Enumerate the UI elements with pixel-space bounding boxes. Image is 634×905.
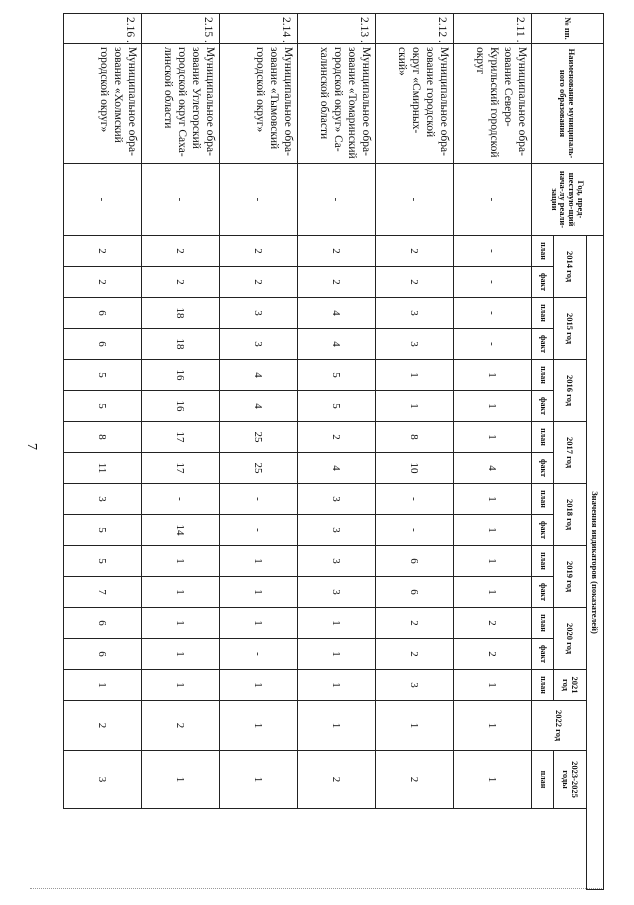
table-row (454, 14, 532, 890)
value-cell: 4 (220, 391, 298, 422)
row-number: 2.15 . (142, 14, 220, 44)
value-cell: 4 (298, 329, 376, 360)
value-cell: 3 (220, 329, 298, 360)
base-year-value: - (376, 164, 454, 236)
header-2017: 2017 год (554, 422, 587, 484)
value-cell: 3 (64, 484, 142, 515)
value-cell: 1 (376, 360, 454, 391)
value-cell: - (454, 298, 532, 329)
value-cell: 17 (142, 422, 220, 453)
municipality-name: Муниципальное обра-зование Северо-Курильский городской округ (454, 44, 532, 164)
value-cell: 1 (220, 751, 298, 809)
value-cell: 1 (298, 701, 376, 751)
value-cell: 4 (220, 360, 298, 391)
value-cell: 1 (220, 608, 298, 639)
header-2018: 2018 год (554, 484, 587, 546)
value-cell: 4 (298, 453, 376, 484)
value-cell: 2 (298, 236, 376, 267)
header-2014: 2014 год (554, 236, 587, 298)
value-cell: 1 (454, 701, 532, 751)
header-fact: факт (532, 577, 554, 608)
value-cell: 2 (142, 267, 220, 298)
value-cell: 2 (376, 267, 454, 298)
header-name: Наименование муниципаль-ного образования (532, 44, 604, 164)
value-cell: 1 (142, 608, 220, 639)
value-cell: 16 (142, 360, 220, 391)
header-year: Год, пред-шествую-щий нача-лу реали-зации (532, 164, 604, 236)
header-fact: факт (532, 391, 554, 422)
value-cell: 17 (142, 453, 220, 484)
header-2020: 2020 год (554, 608, 587, 670)
header-fact: факт (532, 329, 554, 360)
header-fact: факт (532, 267, 554, 298)
value-cell: 1 (142, 639, 220, 670)
value-cell: 2 (220, 267, 298, 298)
value-cell: 1 (454, 546, 532, 577)
row-number: 2.12 . (376, 14, 454, 44)
header-plan: план (532, 670, 554, 701)
value-cell: 6 (64, 329, 142, 360)
header-plan: план (532, 236, 554, 267)
value-cell: 5 (64, 515, 142, 546)
value-cell: 1 (142, 546, 220, 577)
value-cell: 1 (454, 484, 532, 515)
value-cell: 1 (454, 422, 532, 453)
value-cell: 1 (142, 577, 220, 608)
page-number: 7 (24, 443, 39, 450)
header-plan: план (532, 422, 554, 453)
value-cell: 1 (454, 515, 532, 546)
value-cell: 2 (64, 701, 142, 751)
value-cell: 8 (64, 422, 142, 453)
value-cell: 1 (142, 670, 220, 701)
value-cell: 14 (142, 515, 220, 546)
value-cell: 18 (142, 298, 220, 329)
municipality-name: Муниципальное обра-зование городской округ «Смирных-ский» (376, 44, 454, 164)
value-cell: 6 (64, 608, 142, 639)
value-cell: 5 (64, 391, 142, 422)
header-fact: факт (532, 639, 554, 670)
header-fact: факт (532, 515, 554, 546)
base-year-value: - (142, 164, 220, 236)
municipality-name: Муниципальное обра-зование «Холмский городской округ» (64, 44, 142, 164)
municipality-name: Муниципальное обра-зование «Томаринский городской округ» Са-халинской области (298, 44, 376, 164)
value-cell: 25 (220, 422, 298, 453)
value-cell: 2 (376, 236, 454, 267)
value-cell: 7 (64, 577, 142, 608)
value-cell: - (220, 484, 298, 515)
value-cell: 6 (64, 639, 142, 670)
value-cell: 1 (64, 670, 142, 701)
value-cell: - (454, 329, 532, 360)
value-cell: 2 (298, 267, 376, 298)
value-cell: 2 (298, 422, 376, 453)
value-cell: 2 (376, 608, 454, 639)
header-2019: 2019 год (554, 546, 587, 608)
value-cell: - (454, 236, 532, 267)
value-cell: 2 (298, 751, 376, 809)
value-cell: 8 (376, 422, 454, 453)
header-plan: план (532, 484, 554, 515)
value-cell: 6 (64, 298, 142, 329)
header-2021: 2021 год (554, 670, 587, 701)
value-cell: 2 (64, 267, 142, 298)
value-cell: 1 (454, 360, 532, 391)
value-cell: 1 (298, 670, 376, 701)
table-row (298, 14, 376, 890)
value-cell: 1 (298, 608, 376, 639)
table-row (376, 14, 454, 890)
indicators-table (63, 13, 604, 890)
header-2023-2025: 2023-2025 годы (554, 751, 587, 809)
scan-edge-line (30, 888, 602, 889)
value-cell: 3 (376, 298, 454, 329)
table-row (220, 14, 298, 890)
value-cell: - (220, 515, 298, 546)
value-cell: - (142, 484, 220, 515)
municipality-name: Муниципальное обра-зование «Тымовский городской округ» (220, 44, 298, 164)
value-cell: 5 (64, 360, 142, 391)
header-no: № пп. (532, 14, 604, 44)
value-cell: 2 (142, 701, 220, 751)
value-cell: 5 (298, 360, 376, 391)
value-cell: 4 (454, 453, 532, 484)
header-2016: 2016 год (554, 360, 587, 422)
value-cell: 1 (220, 670, 298, 701)
value-cell: 5 (298, 391, 376, 422)
value-cell: 18 (142, 329, 220, 360)
value-cell: 2 (142, 236, 220, 267)
header-plan: план (532, 546, 554, 577)
value-cell: - (454, 267, 532, 298)
row-number: 2.11 . (454, 14, 532, 44)
value-cell: 1 (220, 577, 298, 608)
table-row (64, 14, 142, 890)
value-cell: 3 (298, 515, 376, 546)
value-cell: 1 (454, 670, 532, 701)
header-2015: 2015 год (554, 298, 587, 360)
value-cell: 1 (220, 546, 298, 577)
value-cell: 4 (298, 298, 376, 329)
value-cell: - (376, 515, 454, 546)
value-cell: 2 (220, 236, 298, 267)
value-cell: 3 (64, 751, 142, 809)
row-number: 2.13 . (298, 14, 376, 44)
row-number: 2.14 . (220, 14, 298, 44)
value-cell: 5 (64, 546, 142, 577)
value-cell: 2 (64, 236, 142, 267)
value-cell: 1 (376, 701, 454, 751)
value-cell: 2 (454, 639, 532, 670)
value-cell: 16 (142, 391, 220, 422)
value-cell: 3 (298, 484, 376, 515)
value-cell: 1 (454, 577, 532, 608)
value-cell: 2 (376, 751, 454, 809)
base-year-value: - (454, 164, 532, 236)
value-cell: 1 (298, 639, 376, 670)
header-plan: план (532, 751, 554, 809)
value-cell: 11 (64, 453, 142, 484)
value-cell: - (220, 639, 298, 670)
value-cell: 2 (376, 639, 454, 670)
header-2022: 2022 год (532, 701, 587, 751)
header-indicators: Значения индикаторов (показателей) (587, 236, 604, 890)
header-plan: план (532, 298, 554, 329)
value-cell: 3 (220, 298, 298, 329)
value-cell: 3 (298, 546, 376, 577)
value-cell: 6 (376, 546, 454, 577)
value-cell: 2 (454, 608, 532, 639)
value-cell: 1 (142, 751, 220, 809)
base-year-value: - (64, 164, 142, 236)
value-cell: 6 (376, 577, 454, 608)
row-number: 2.16 . (64, 14, 142, 44)
value-cell: 3 (376, 670, 454, 701)
base-year-value: - (298, 164, 376, 236)
value-cell: 1 (454, 751, 532, 809)
municipality-name: Муниципальное обра-зование Углегорский городской округ Саха-линской области (142, 44, 220, 164)
value-cell: 3 (298, 577, 376, 608)
header-plan: план (532, 608, 554, 639)
value-cell: 1 (454, 391, 532, 422)
header-plan: план (532, 360, 554, 391)
table-row (142, 14, 220, 890)
header-fact: факт (532, 453, 554, 484)
value-cell: 25 (220, 453, 298, 484)
value-cell: 1 (376, 391, 454, 422)
value-cell: 10 (376, 453, 454, 484)
value-cell: 3 (376, 329, 454, 360)
value-cell: 1 (220, 701, 298, 751)
value-cell: - (376, 484, 454, 515)
base-year-value: - (220, 164, 298, 236)
rotated-table-container (95, 13, 604, 890)
